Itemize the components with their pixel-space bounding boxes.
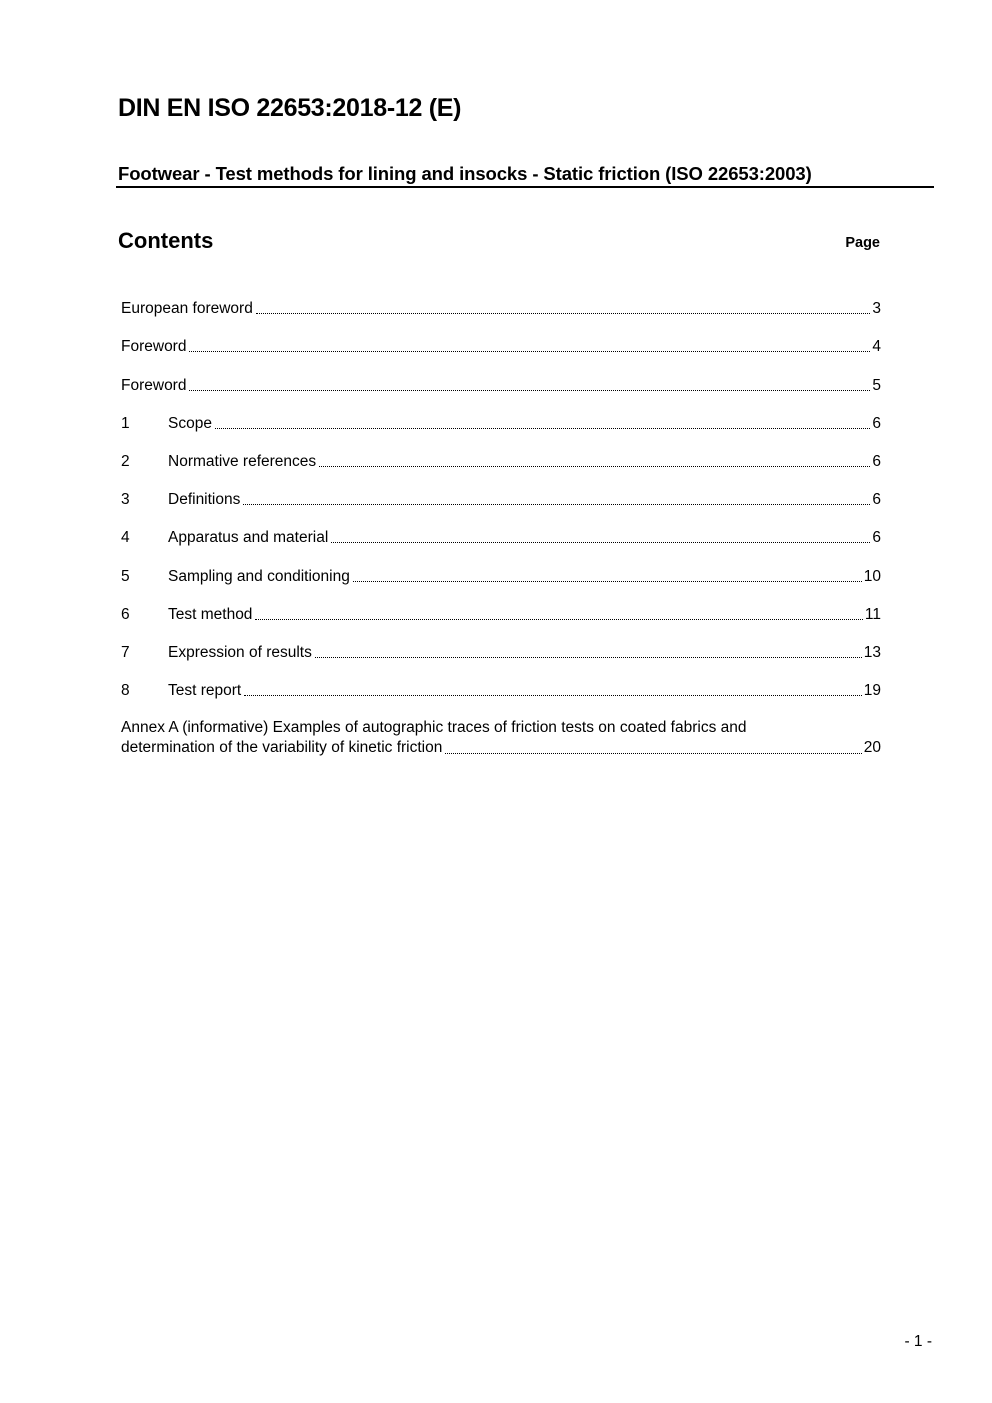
toc-entry-page: 6 [872,529,881,547]
toc-entry-title: Foreword [121,338,187,356]
toc-entry-page: 3 [872,300,881,318]
dot-leader [319,466,870,467]
contents-heading: Contents [118,228,214,253]
toc-entry-number: 6 [121,605,130,623]
toc-entry-foreword-2[interactable] [121,356,881,394]
toc-entry-expression-of-results[interactable] [121,624,881,662]
toc-entry-number: 2 [121,452,130,470]
dot-leader [445,753,861,754]
dot-leader [189,390,870,391]
toc-entry-page: 10 [863,567,881,585]
dot-leader [189,351,870,352]
toc-entry-title: Scope [168,414,212,432]
toc-entry-title-continued: determination of the variability of kinetic friction [121,739,443,757]
toc-entry-page: 6 [872,491,881,509]
dot-leader [315,657,862,658]
dot-leader [256,313,871,314]
toc-entry-title: Foreword [121,376,187,394]
toc-entry-foreword-1[interactable] [121,318,881,356]
document-subtitle: Footwear - Test methods for lining and insocks - Static friction (ISO 22653:2003) [118,163,812,184]
toc-entry-title: Annex A (informative) Examples of autographic traces of friction tests on coated fabrics and [121,719,747,737]
toc-entry-european-foreword[interactable] [121,280,881,318]
subtitle-underline [116,186,934,188]
dot-leader [215,428,870,429]
toc-entry-normative-references[interactable] [121,433,881,471]
toc-entry-page: 20 [863,739,881,757]
toc-entry-page: 6 [872,414,881,432]
annex-title-continuation [121,738,881,758]
toc-entry-page: 4 [872,338,881,356]
page-number: - 1 - [904,1333,932,1350]
toc-entry-sampling-and-conditioning[interactable] [121,547,881,585]
toc-entry-title: Normative references [168,452,317,470]
toc-entry-test-method[interactable] [121,586,881,624]
toc-entry-title: Apparatus and material [168,529,329,547]
toc-entry-number: 8 [121,682,130,700]
dot-leader [353,581,862,582]
toc-entry-page: 19 [863,682,881,700]
toc-entry-page: 13 [863,643,881,661]
toc-entry-annex-a[interactable] [121,700,881,758]
dot-leader [331,542,870,543]
page-column-heading: Page [845,235,880,251]
toc-entry-number: 5 [121,567,130,585]
toc-entry-page: 5 [872,376,881,394]
toc-entry-title: Definitions [168,491,241,509]
toc-entry-title: Sampling and conditioning [168,567,350,585]
toc-entry-number: 7 [121,643,130,661]
toc-entry-number: 3 [121,491,130,509]
toc-entry-title: Test method [168,605,253,623]
toc-entry-definitions[interactable] [121,471,881,509]
toc-entry-scope[interactable] [121,395,881,433]
toc-entry-title: Expression of results [168,643,312,661]
toc-entry-title: Test report [168,682,242,700]
toc-entry-number: 4 [121,529,130,547]
table-of-contents [121,280,881,758]
toc-entry-number: 1 [121,414,130,432]
dot-leader [255,619,862,620]
document-title: DIN EN ISO 22653:2018-12 (E) [118,94,462,122]
dot-leader [243,504,870,505]
dot-leader [244,695,862,696]
toc-entry-page: 6 [872,452,881,470]
toc-entry-title: European foreword [121,300,253,318]
toc-entry-apparatus-and-material[interactable] [121,509,881,547]
toc-entry-page: 11 [864,605,881,623]
toc-entry-test-report[interactable] [121,662,881,700]
